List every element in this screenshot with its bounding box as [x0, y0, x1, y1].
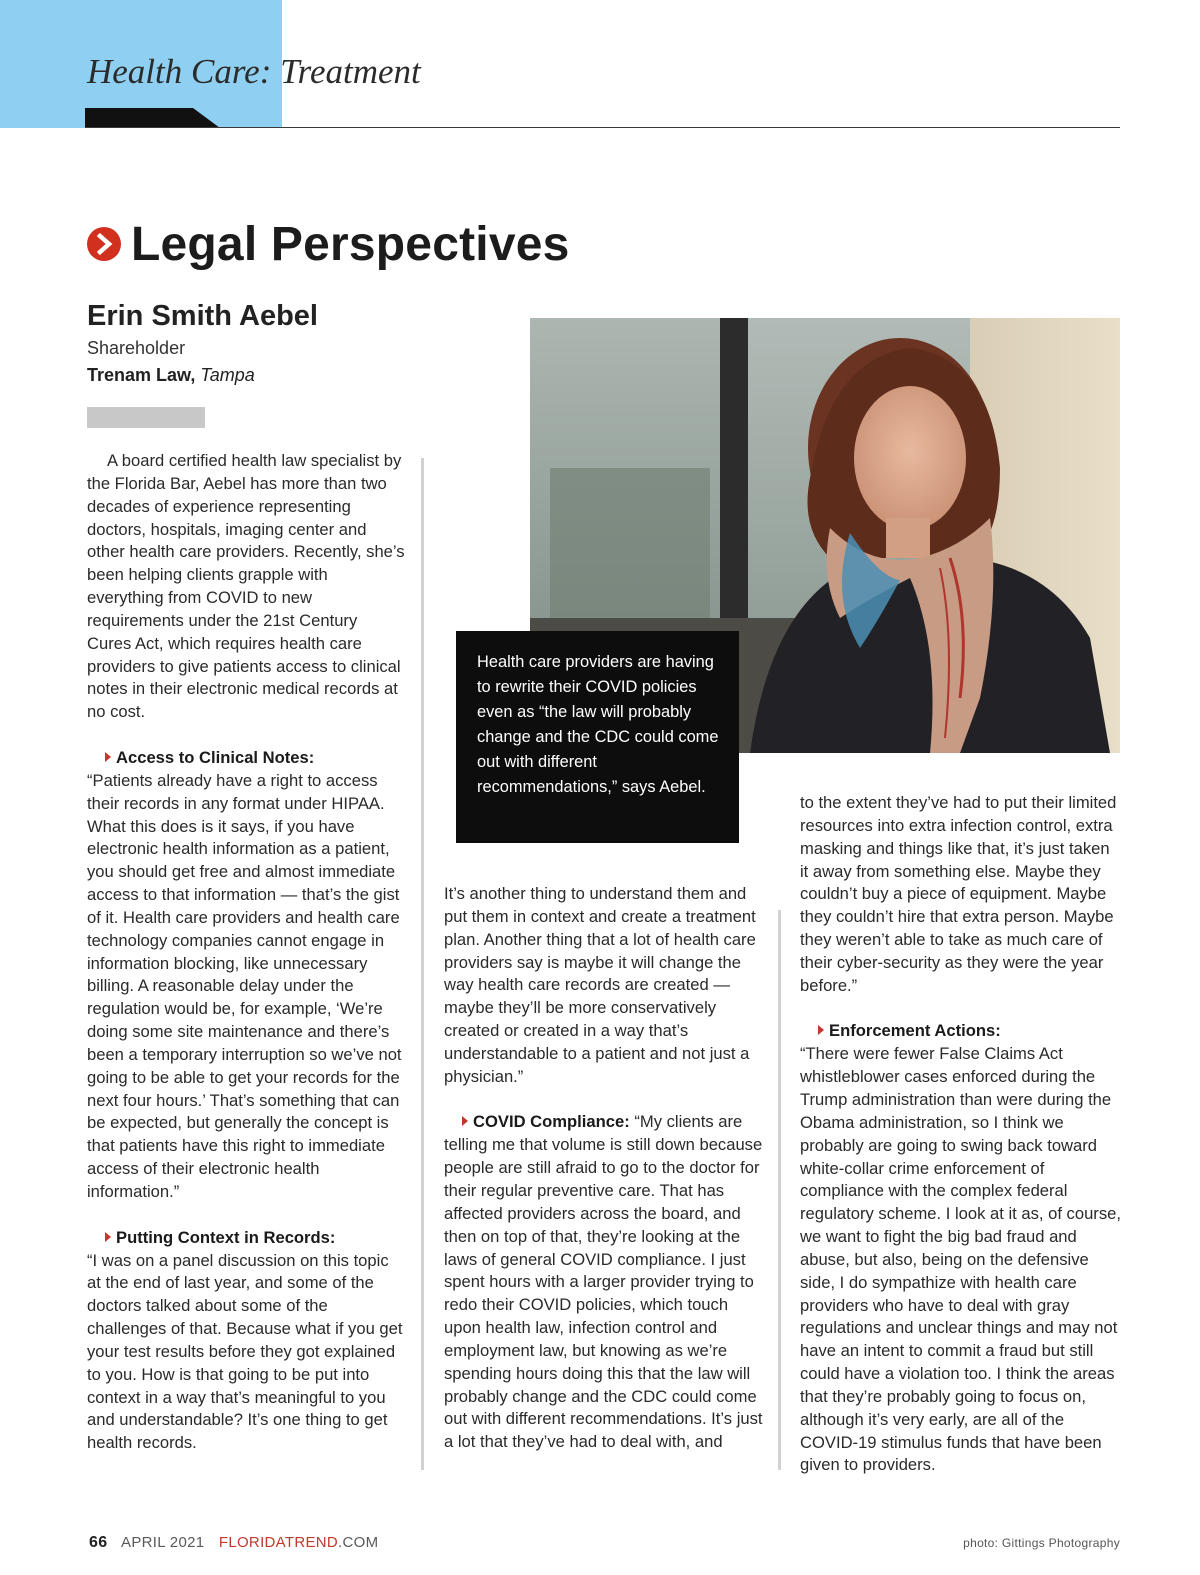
- headline: [87, 214, 570, 274]
- article-column-3: [800, 792, 1122, 1477]
- paragraph-covid: [444, 1111, 766, 1454]
- column-rule: [421, 458, 424, 1470]
- issue-date: APRIL 2021: [121, 1534, 205, 1551]
- subhead-enforcement: Enforcement Actions:: [829, 1021, 1001, 1041]
- paragraph-enforcement: [800, 1020, 1122, 1043]
- article-column-2: [444, 883, 766, 1454]
- profile-firm: Trenam Law,: [87, 365, 196, 385]
- paragraph-access: [87, 747, 405, 770]
- body-continued-2: to the extent they’ve had to put their limited resources into extra infection control, extra masking and things like that, it’s just taken it away from something else. Maybe they couldn’t buy a piece of equipment. Maybe they couldn’t hire that extra person. Maybe they weren’t able to take as much care of their cyber-security as they were the year before.”: [800, 793, 1117, 995]
- photo-credit: photo: Gittings Photography: [963, 1536, 1120, 1550]
- triangle-right-icon: [462, 1116, 468, 1126]
- intro-paragraph: A board certified health law specialist by the Florida Bar, Aebel has more than two decades of experience representing doctors, hospitals, imaging center and other health care providers. Recently, she’s been helping clients grapple with everything from COVID to new requirements under the 21st Century Cures Act, which requires health care providers to give patients access to clinical notes in their electronic medical records at no cost.: [87, 451, 405, 722]
- body-context: “I was on a panel discussion on this topic at the end of last year, and some of the doctors talked about some of the challenges of that. Because what if you get your test results before they got explained to you. How is that going to be put into context in a way that’s meaningful to you and understandable? It’s one thing to get health records.: [87, 1250, 403, 1453]
- site-suffix: .COM: [338, 1534, 379, 1551]
- body-access: “Patients already have a right to access their records in any format under HIPAA. What this does is it says, if you have electronic health information as a patient, you should get free and almost immediate access to that information — that’s the gist of it. Health care providers and health care technology companies cannot engage in information blocking, like unnecessary billing. A reasonable delay under the regulation would be, for example, ‘We’re doing some site maintenance and there’s been a temporary interruption so we’ve not going to be able to get your records for the next four hours.’ That’s something that can be expected, but generally the concept is that patients have this right to immediate access of their electronic health information.”: [87, 770, 402, 1201]
- article-column-1: [87, 450, 405, 1455]
- subhead-covid: COVID Compliance:: [473, 1112, 630, 1132]
- subhead-access: Access to Clinical Notes:: [116, 747, 315, 767]
- column-rule: [778, 910, 781, 1470]
- pull-quote: Health care providers are having to rewrite their COVID policies even as “the law will probably change and the CDC could come out with different recommendations,” says Aebel.: [456, 631, 739, 843]
- subhead-context: Putting Context in Records:: [116, 1227, 336, 1247]
- profile-city: Tampa: [200, 365, 255, 385]
- body-enforcement: “There were fewer False Claims Act whistleblower cases enforced during the Trump administration than were during the Obama administration, so I think we probably are going to swing back toward white-collar crime enforcement of compliance with the complex federal regulatory scheme. I look at it as, of course, we want to fight the big bad fraud and abuse, but also, being on the defensive side, I do sympathize with health care providers who have to deal with gray regulations and unclear things and may not have an intent to commit a fraud but still could have a violation too. I think the areas that they’re probably going to focus on, although it’s very early, are all of the COVID-19 stimulus funds that have been given to providers.: [800, 1044, 1121, 1475]
- header-rule: [85, 127, 1120, 128]
- footer: [89, 1534, 378, 1552]
- triangle-right-icon: [105, 752, 111, 762]
- profile-role: Shareholder: [87, 338, 186, 358]
- headline-text: Legal Perspectives: [131, 217, 570, 271]
- paragraph-context: [87, 1227, 405, 1250]
- triangle-right-icon: [105, 1232, 111, 1242]
- divider-bar: [87, 407, 205, 428]
- profile-firm-line: [87, 365, 255, 386]
- section-title: Health Care: Treatment: [87, 52, 421, 91]
- body-covid: “My clients are telling me that volume is still down because people are still afraid to go to the doctor for their regular preventive care. That has affected providers across the board, and then on top of that, they’re looking at the laws of general COVID compliance. I just spent hours with a larger provider trying to redo their COVID policies, which touch upon health law, infection control and employment law, but knowing as we’re spending hours doing this that the law will probably change and the CDC could come out with different recommendations. It’s just a lot that they’ve had to deal with, and: [444, 1112, 763, 1452]
- page-number: 66: [89, 1534, 108, 1551]
- triangle-right-icon: [818, 1025, 824, 1035]
- site-name: FLORIDATREND: [218, 1534, 339, 1551]
- profile-name: Erin Smith Aebel: [87, 300, 318, 332]
- chevron-right-icon: [87, 227, 121, 261]
- body-continued: It’s another thing to understand them and put them in context and create a treatment plan. Another thing that a lot of health care providers say is maybe it will change the way health care records are created — maybe they’ll be more conservatively created or created in a way that’s understandable to a patient and not just a physician.”: [444, 884, 756, 1086]
